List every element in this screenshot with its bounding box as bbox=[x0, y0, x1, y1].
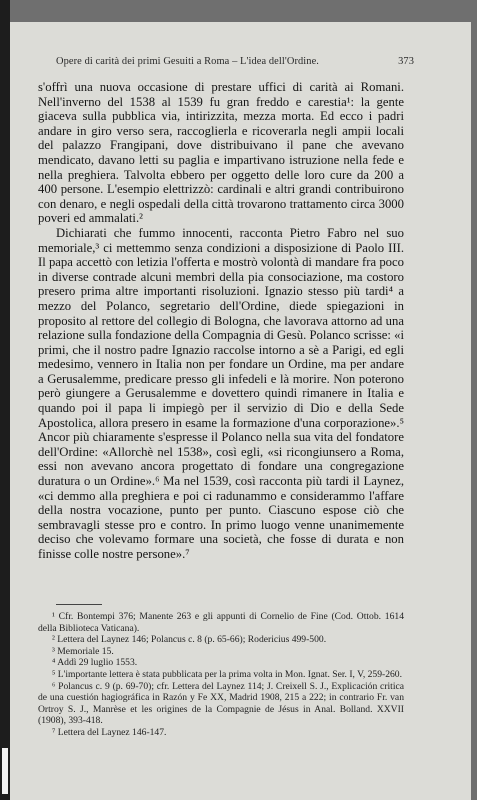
scan-left-edge bbox=[0, 0, 10, 800]
paragraph-1: s'offrì una nuova occasione di prestare uffici di carità ai Romani. Nell'inverno del 1538 al 1539 fu gran freddo e carestia¹: la gente giaceva sulla pubblica via, intirizzita, mezza morta. Ed ecco i padri andare in giro verso sera, raccoglierla e ricoverarla negli ampii locali del palazzo Frangipani, dove distribuivano il pane che avevano mendicato, davano letti su paglia e impartivano istruzione nella fede e nella preghiera. Talvolta ebbero per oggetto delle loro cure da 200 a 400 persone. L'esempio elettrizzò: cardinali e altri grandi contribuirono con denaro, e negli ospedali della città trovarono trattamento circa 3000 poveri ed ammalati.² bbox=[38, 80, 404, 226]
footnote-5: ⁵ L'importante lettera è stata pubblicata per la prima volta in Mon. Ignat. Ser. I, V, 259-260. bbox=[52, 668, 403, 680]
footnotes bbox=[38, 611, 404, 739]
footnote-3: ³ Memoriale 15. bbox=[52, 645, 114, 657]
footnote-2: ² Lettera del Laynez 146; Polancus c. 8 (p. 65-66); Rodericius 499-500. bbox=[52, 634, 327, 646]
paragraph-2: Dichiarati che fummo innocenti, racconta Pietro Fabro nel suo memoriale,³ ci mettemmo senza condizioni a disposizione di Paolo III. Il papa accettò con letizia l'offerta e mostrò volontà di mandare fra poco in diverse contrade alcuni membri della pia consociazione, ma costoro presero prima altre importanti risoluzioni. Ignazio stesso più tardi⁴ a mezzo del Polanco, segretario dell'Ordine, diede spiegazioni in proposito al rettore del collegio di Bologna, che lavorava attorno ad una relazione sulla fondazione della Compagnia di Gesù. Polanco scrisse: «i primi, che il nostro padre Ignazio raccolse intorno a sè a Parigi, ed egli medesimo, vennero in Italia non per fondare un Ordine, ma per andare a Gerusalemme, predicare presso gli infedeli e là morire. Non poterono però giungere a Gerusalemme e dovettero quindi rimanere in Italia e quando poi il papa li impiegò per il servizio di Dio e della Sede Apostolica, allora presero in esame la formazione d'una corporazione».⁵ Ancor più chiaramente s'espresse il Polanco nella sua vita del fondatore dell'Ordine: «Allorchè nel 1538», così egli, «si ricongiunsero a Roma, essi non avevano ancora progettato di fondare una congregazione duratura o un Ordine».⁶ Ma nel 1539, così racconta più tardi il Laynez, «ci demmo alla preghiera e poi ci radunammo e considerammo l'affare della nostra vocazione, punto per punto. Ciascuno espose ciò che sembravagli stesse pro e contro. In primo luogo venne unanimemente deciso che volevamo formare una società, che fosse di durata e non finisse colle nostre persone».⁷ bbox=[38, 225, 404, 561]
footnote-rule bbox=[56, 604, 102, 605]
footnote-4: ⁴ Addì 29 luglio 1553. bbox=[52, 657, 138, 669]
book-page bbox=[10, 22, 471, 800]
scan-edge-mark bbox=[2, 748, 8, 794]
page-number: 373 bbox=[398, 56, 414, 67]
footnote-1: ¹ Cfr. Bontempi 376; Manente 263 e gli appunti di Cornelio de Fine (Cod. Ottob. 1614 della Biblioteca Vaticana). bbox=[38, 611, 404, 634]
running-title: Opere di carità dei primi Gesuiti a Roma – L'idea dell'Ordine. bbox=[56, 56, 319, 67]
footnote-6: ⁶ Polancus c. 9 (p. 69-70); cfr. Lettera del Laynez 114; J. Creixell S. J., Explicación critica de una cuestión hagiográfica in Razón y Fe XX, Madrid 1908, 215 a 222; in contrario Fr. van Ortroy S. J., Manrèse et les origines de la Compagnie de Jésus in Anal. Bolland. XXVII (1908), 393-418. bbox=[38, 680, 404, 727]
running-header bbox=[56, 56, 414, 67]
footnote-7: ⁷ Lettera del Laynez 146-147. bbox=[52, 726, 167, 738]
main-text bbox=[38, 80, 404, 562]
